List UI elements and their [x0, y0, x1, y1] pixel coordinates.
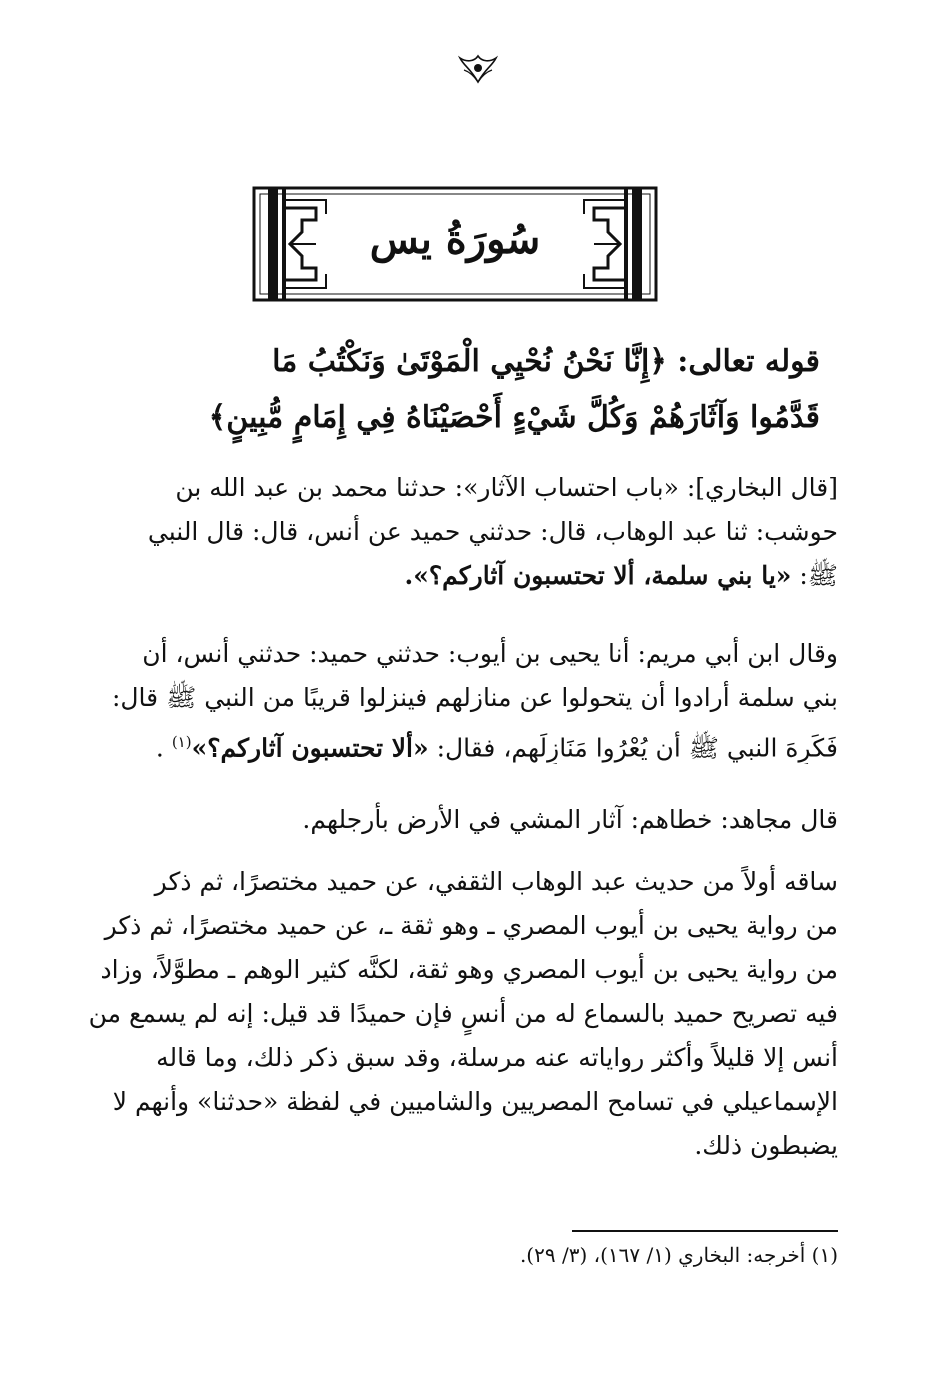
- text-span: .: [155, 733, 172, 763]
- quran-verse: [180, 334, 820, 446]
- surah-title-frame: [246, 180, 664, 308]
- text-line: من رواية يحيى بن أيوب المصري ـ وهو ثقة ـ، عن حميد مختصرًا، ثم ذكر: [104, 911, 838, 940]
- text-line: حوشب: ثنا عبد الوهاب، قال: حدثني حميد عن أنس، قال: قال النبي: [147, 517, 838, 546]
- text-line: [86, 720, 838, 764]
- text-line: يضبطون ذلك.: [694, 1131, 838, 1160]
- paragraph-mujahid: [86, 798, 838, 842]
- paragraph-bukhari: [86, 466, 838, 598]
- text-line: [86, 554, 838, 598]
- text-line: من رواية يحيى بن أيوب المصري وهو ثقة، لكنَّه كثير الوهم ـ مطوَّلاً، وزاد: [100, 955, 838, 984]
- text-line: فيه تصريح حميد بالسماع له من أنسٍ فإن حميدًا قد قيل: إنه لم يسمع من: [88, 999, 838, 1028]
- hadith-quote: «يا بني سلمة، ألا تحتسبون آثاركم؟».: [404, 561, 792, 590]
- top-ornament-icon: [456, 54, 500, 84]
- paragraph-ibn-abi-maryam: [86, 632, 838, 764]
- text-span: ﷺ:: [791, 561, 838, 590]
- text-line: بني سلمة أرادوا أن يتحولوا عن منازلهم فينزلوا قريبًا من النبي ﷺ قال:: [111, 683, 838, 712]
- footnote-divider: [572, 1230, 838, 1232]
- text-span: فَكَرِهَ النبي ﷺ أن يُعْرُوا مَنَازِلَهم، فقال:: [428, 733, 838, 763]
- footnote: (١) أخرجه: البخاري (١/ ١٦٧)، (٣/ ٢٩).: [519, 1243, 838, 1267]
- surah-title: سُورَةُ يس: [369, 216, 541, 263]
- text-line: الإسماعيلي في تسامح المصريين والشاميين في لفظة «حدثنا» وأنهم لا: [112, 1087, 838, 1116]
- paragraph-commentary: [86, 860, 838, 1168]
- text-line: أنس إلا قليلاً وأكثر رواياته عنه مرسلة، وقد سبق ذكر ذلك، وما قاله: [156, 1043, 838, 1072]
- text-line: قال مجاهد: خطاهم: آثار المشي في الأرض بأرجلهم.: [302, 805, 838, 834]
- hadith-quote: «ألا تحتسبون آثاركم؟»: [191, 733, 429, 763]
- verse-line-2: قَدَّمُوا وَآثَارَهُمْ وَكُلَّ شَيْءٍ أَحْصَيْنَاهُ فِي إِمَامٍ مُّبِينٍ﴾: [208, 400, 820, 435]
- verse-line-1: قوله تعالى: ﴿إِنَّا نَحْنُ نُحْيِي الْمَوْتَىٰ وَنَكْتُبُ مَا: [272, 344, 820, 379]
- text-line: وقال ابن أبي مريم: أنا يحيى بن أيوب: حدثني حميد: حدثني أنس، أن: [142, 639, 838, 668]
- text-line: ساقه أولاً من حديث عبد الوهاب الثقفي، عن حميد مختصرًا، ثم ذكر: [154, 867, 838, 896]
- text-line: [قال البخاري]: «باب احتساب الآثار»: حدثنا محمد بن عبد الله بن: [175, 473, 838, 502]
- footnote-ref: (١): [171, 733, 192, 751]
